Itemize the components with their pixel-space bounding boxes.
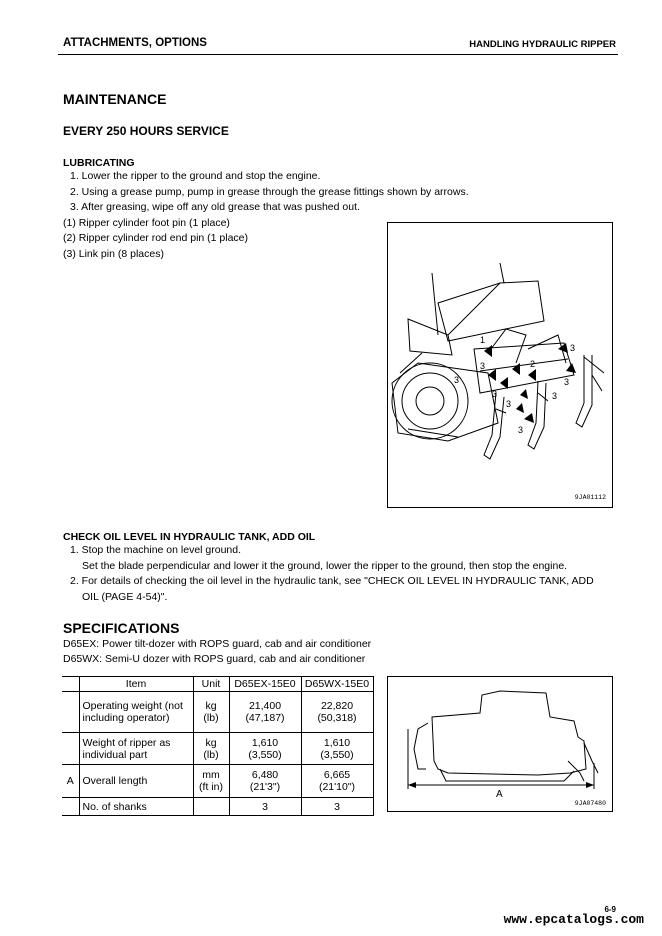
column-header: Item: [79, 677, 193, 692]
value-cell: 6,665 (21'10"): [301, 765, 373, 798]
item-cell: Operating weight (not including operator): [79, 692, 193, 733]
callout-label: 1: [480, 335, 486, 345]
column-header: D65EX-15E0: [229, 677, 301, 692]
dimension-label: A: [496, 789, 503, 800]
dimension-mark: [62, 692, 79, 733]
spec-model-line: D65WX: Semi-U dozer with ROPS guard, cab and air conditioner: [63, 653, 366, 665]
value-cell: 3: [301, 798, 373, 816]
lubricating-step: 2. Using a grease pump, pump in grease through the grease fittings shown by arrows.: [70, 186, 469, 198]
column-header: D65WX-15E0: [301, 677, 373, 692]
lube-point: (3) Link pin (8 places): [63, 248, 164, 260]
column-header: Unit: [193, 677, 229, 692]
callout-label: 3: [454, 375, 460, 385]
check-oil-step: 2. For details of checking the oil level in the hydraulic tank, see "CHECK OIL LEVEL IN HYDRAULIC TANK, ADD: [70, 575, 594, 587]
lubricating-step: 3. After greasing, wipe off any old grease that was pushed out.: [70, 201, 360, 213]
watermark-url: www.epcatalogs.com: [503, 912, 644, 927]
callout-label: 3: [480, 361, 486, 371]
maintenance-title: MAINTENANCE: [63, 91, 167, 107]
unit-cell: kg (lb): [193, 692, 229, 733]
specifications-title: SPECIFICATIONS: [63, 620, 180, 636]
callout-label: 3: [570, 343, 576, 353]
value-cell: 1,610 (3,550): [301, 733, 373, 765]
item-cell: Weight of ripper as individual part: [79, 733, 193, 765]
value-cell: 6,480 (21'3"): [229, 765, 301, 798]
figure-code: 9JA01112: [574, 494, 606, 501]
dimension-mark: [62, 798, 79, 816]
ripper-grease-figure: [387, 222, 613, 508]
lube-point: (1) Ripper cylinder foot pin (1 place): [63, 217, 230, 229]
page-topic-header: HANDLING HYDRAULIC RIPPER: [469, 39, 616, 50]
value-cell: 21,400 (47,187): [229, 692, 301, 733]
callout-label: 3: [552, 391, 558, 401]
callout-label: 3: [564, 377, 570, 387]
lube-point: (2) Ripper cylinder rod end pin (1 place): [63, 232, 249, 244]
value-cell: 22,820 (50,318): [301, 692, 373, 733]
table-row: [62, 765, 373, 798]
check-oil-heading: CHECK OIL LEVEL IN HYDRAULIC TANK, ADD OIL: [63, 531, 316, 543]
unit-cell: kg (lb): [193, 733, 229, 765]
overall-length-figure: [387, 676, 613, 812]
table-row: [62, 733, 373, 765]
unit-cell: mm (ft in): [193, 765, 229, 798]
value-cell: 1,610 (3,550): [229, 733, 301, 765]
item-cell: No. of shanks: [79, 798, 193, 816]
page-number: 6-9: [604, 905, 616, 914]
figure-code: 9JA07480: [574, 800, 606, 807]
dimension-mark: A: [62, 765, 79, 798]
check-oil-step: 1. Stop the machine on level ground.: [70, 544, 242, 556]
table-header-row: [62, 677, 373, 692]
lubricating-heading: LUBRICATING: [63, 157, 135, 169]
table-row: [62, 692, 373, 733]
callout-label: 3: [518, 425, 524, 435]
check-oil-step: OIL (PAGE 4-54)".: [82, 591, 168, 603]
specifications-table: [62, 676, 374, 816]
callout-label: 3: [506, 399, 512, 409]
dozer-outline-illustration: [388, 677, 612, 811]
ripper-illustration: [388, 223, 612, 507]
callout-label: 2: [530, 359, 536, 369]
value-cell: 3: [229, 798, 301, 816]
table-row: [62, 798, 373, 816]
spec-model-line: D65EX: Power tilt-dozer with ROPS guard, cab and air conditioner: [63, 638, 372, 650]
lubricating-step: 1. Lower the ripper to the ground and stop the engine.: [70, 170, 321, 182]
check-oil-step-detail: Set the blade perpendicular and lower it the ground, lower the ripper to the ground, then stop the engine.: [82, 560, 568, 572]
dimension-mark: [62, 733, 79, 765]
item-cell: Overall length: [79, 765, 193, 798]
section-header: ATTACHMENTS, OPTIONS: [63, 37, 207, 49]
service-interval-title: EVERY 250 HOURS SERVICE: [63, 124, 229, 138]
header-divider: [58, 54, 618, 55]
callout-label: 3: [492, 389, 498, 399]
unit-cell: [193, 798, 229, 816]
